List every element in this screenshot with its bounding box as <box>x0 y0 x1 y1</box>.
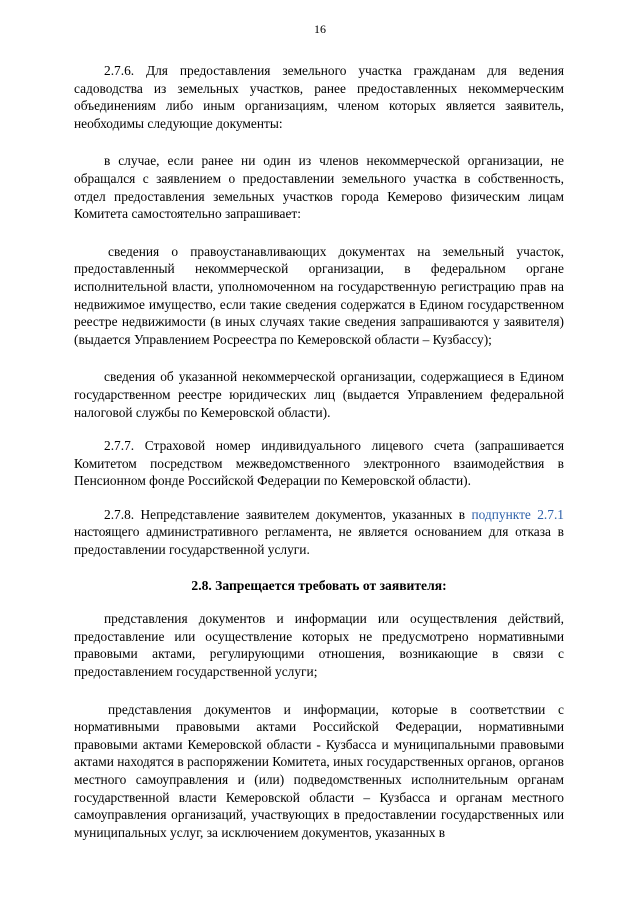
paragraph-prohibited-actions: представления документов и информации или осуществления действий, предоставление или осуществление которых не предусмотрено нормативными правовыми актами, регулирующими отношения, возникающие в связи с предоставлением государственной услуги; <box>74 611 564 680</box>
paragraph-organization-info: сведения об указанной некоммерческой организации, содержащиеся в Едином государственном реестре юридических лиц (выдается Управлением федеральной налоговой службы по Кемеровской области). <box>74 369 564 420</box>
paragraph-prohibited-documents: представления документов и информации, которые в соответствии с нормативными правовыми актами Российской Федерации, нормативными правовыми актами Кемеровской области - Кузбасса и муниципальными правовыми актами находятся в распоряжении Комитета, иных государственных органов, органов местного самоуправления и (или) подведомственных исполнительным органам государственной власти Кемеровской области – Кузбасса и органам местного самоуправления организаций, участвующих в предоставлении государственных или муниципальных услуг, за исключением документов, указанных в <box>74 701 564 840</box>
paragraph-2-7-7: 2.7.7. Страховой номер индивидуального лицевого счета (запрашивается Комитетом посредством межведомственного электронного взаимодействия в Пенсионном фонде Российской Федерации по Кемеровской области). <box>74 438 564 489</box>
paragraph-2-7-8 <box>74 506 564 559</box>
subclause-2-7-1-link[interactable]: подпункте 2.7.1 <box>471 506 564 522</box>
page-body <box>74 62 564 841</box>
paragraph-case-no-member: в случае, если ранее ни один из членов некоммерческой организации, не обращался с заявлением о предоставлении земельного участка в собственность, отдел предоставления земельных участков города Кемерово физическим лицам Комитета самостоятельно запрашивает: <box>74 153 564 222</box>
section-2-8-heading: 2.8. Запрещается требовать от заявителя: <box>191 577 447 593</box>
paragraph-rights-documents: сведения о правоустанавливающих документах на земельный участок, предоставленный некоммерческой организации, в федеральном органе исполнительной власти, уполномоченном на государственную регистрацию прав на недвижимое имущество, если такие сведения содержатся в Едином государственном реестре недвижимости (в иных случаях такие сведения запрашиваются у заявителя) (выдается Управлением Росреестра по Кемеровской области – Кузбассу); <box>74 243 564 347</box>
paragraph-2-7-8-start: 2.7.8. Непредставление заявителем документов, указанных в <box>104 506 472 522</box>
paragraph-2-7-8-end: настоящего административного регламента, не является основанием для отказа в предоставлении государственной услуги. <box>74 524 564 558</box>
paragraph-2-7-6: 2.7.6. Для предоставления земельного участка гражданам для ведения садоводства из земельных участков, ранее предоставленных некоммерческим объединениям либо иным организациям, членом которых является заявитель, необходимы следующие документы: <box>74 63 564 131</box>
page-number: 16 <box>314 22 326 36</box>
